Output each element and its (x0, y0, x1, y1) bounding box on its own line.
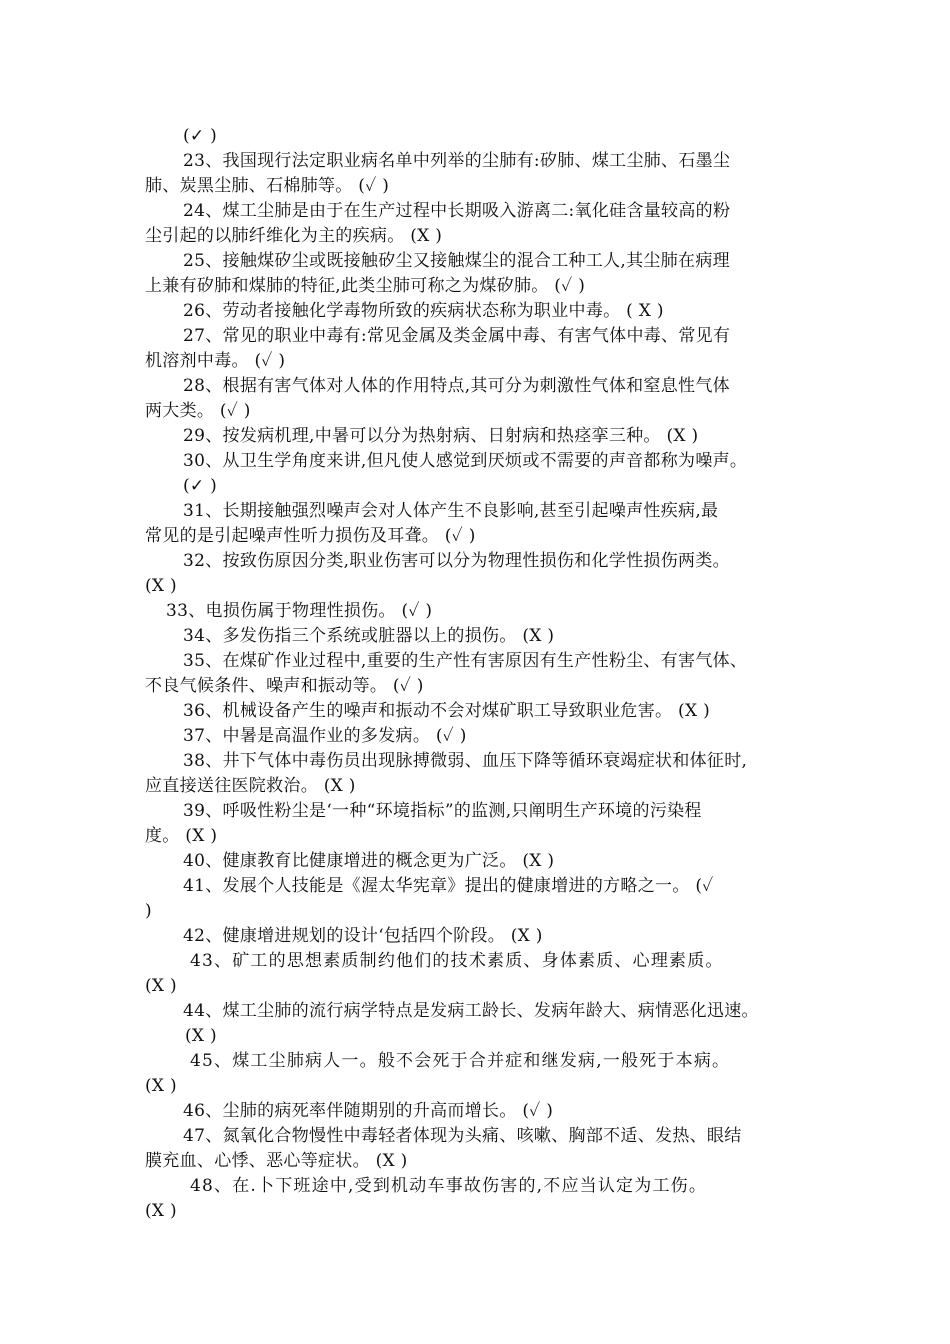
answer-line: (X ) (145, 976, 177, 996)
question-41: 41、发展个人技能是《渥太华宪章》提出的健康增进的方略之一。 (✓ (183, 876, 714, 896)
question-35-cont: 不良气候条件、噪声和振动等。 (✓ ) (145, 676, 424, 696)
question-27: 27、常见的职业中毒有:常见金属及类金属中毒、有害气体中毒、常见有 (183, 326, 731, 346)
question-35: 35、在煤矿作业过程中,重要的生产性有害原因有生产性粉尘、有害气体、 (183, 651, 748, 671)
question-40: 40、健康教育比健康增进的概念更为广泛。 (X ) (183, 851, 555, 871)
question-32: 32、按致伤原因分类,职业伤害可以分为物理性损伤和化学性损伤两类。 (183, 551, 730, 571)
answer-line: (✓ ) (183, 126, 218, 146)
question-31: 31、长期接触强烈噪声会对人体产生不良影响,甚至引起噪声性疾病,最 (183, 501, 719, 521)
question-29: 29、按发病机理,中暑可以分为热射病、日射病和热痉挛三种。 (X ) (183, 426, 699, 446)
question-44: 44、煤工尘肺的流行病学特点是发病工龄长、发病年龄大、病情恶化迅速。 (183, 1001, 759, 1021)
question-46: 46、尘肺的病死率伴随期别的升高而增长。 (✓ ) (183, 1101, 554, 1121)
question-36: 36、机械设备产生的噪声和振动不会对煤矿职工导致职业危害。 (X ) (183, 701, 711, 721)
question-43: 43、矿工的思想素质制约他们的技术素质、身体素质、心理素质。 (190, 951, 724, 971)
question-34: 34、多发伤指三个系统或脏器以上的损伤。 (X ) (183, 626, 555, 646)
question-25: 25、接触煤矽尘或既接触矽尘又接触煤尘的混合工种工人,其尘肺在病理 (183, 251, 730, 271)
question-48: 48、在.卜下班途中,受到机动车事故伤害的,不应当认定为工伤。 (190, 1176, 708, 1196)
question-38-cont: 应直接送往医院救治。 (X ) (145, 776, 356, 796)
question-33: 33、电损伤属于物理性损伤。 (✓ ) (166, 601, 433, 621)
question-28-cont: 两大类。 (✓ ) (145, 401, 251, 421)
question-24-cont: 尘引起的以肺纤维化为主的疾病。 (X ) (145, 226, 443, 246)
question-47: 47、氮氧化合物慢性中毒轻者体现为头痛、咳嗽、胸部不适、发热、眼结 (183, 1126, 742, 1146)
question-39: 39、呼吸性粉尘是‘一种“环境指标”的监测,只阐明生产环境的污染程 (183, 801, 702, 821)
question-45: 45、煤工尘肺病人一。般不会死于合并症和继发病,一般死于本病。 (190, 1051, 731, 1071)
question-28: 28、根据有害气体对人体的作用特点,其可分为刺激性气体和窒息性气体 (183, 376, 730, 396)
answer-line: (X ) (145, 1076, 177, 1096)
question-31-cont: 常见的是引起噪声性听力损伤及耳聋。 (✓ ) (145, 526, 476, 546)
question-37: 37、中暑是高温作业的多发病。 (✓ ) (183, 726, 467, 746)
answer-line: (X ) (185, 1026, 217, 1046)
question-25-cont: 上兼有矽肺和煤肺的特征,此类尘肺可称之为煤矽肺。 (✓ ) (145, 276, 586, 296)
question-47-cont: 膜充血、心悸、恶心等症状。 (X ) (145, 1151, 408, 1171)
question-23: 23、我国现行法定职业病名单中列举的尘肺有:矽肺、煤工尘肺、石墨尘 (183, 151, 731, 171)
question-27-cont: 机溶剂中毒。 (✓ ) (145, 351, 286, 371)
question-39-cont: 度。 (X ) (145, 826, 218, 846)
question-26: 26、劳动者接触化学毒物所致的疾病状态称为职业中毒。 ( X ) (183, 301, 664, 321)
answer-line: (X ) (145, 576, 177, 596)
question-30: 30、从卫生学角度来讲,但凡使人感觉到厌烦或不需要的声音都称为噪声。 (183, 451, 748, 471)
question-23-cont: 肺、炭黑尘肺、石棉肺等。 (✓ ) (145, 176, 390, 196)
question-38: 38、井下气体中毒伤员出现脉搏微弱、血压下降等循环衰竭症状和体征时, (183, 751, 748, 771)
question-24: 24、煤工尘肺是由于在生产过程中长期吸入游离二:氧化硅含量较高的粉 (183, 201, 731, 221)
question-42: 42、健康增进规划的设计‘包括四个阶段。 (X ) (183, 926, 543, 946)
answer-line: (✓ ) (183, 476, 218, 496)
question-41-cont: ) (145, 901, 152, 921)
answer-line: (X ) (145, 1201, 177, 1221)
